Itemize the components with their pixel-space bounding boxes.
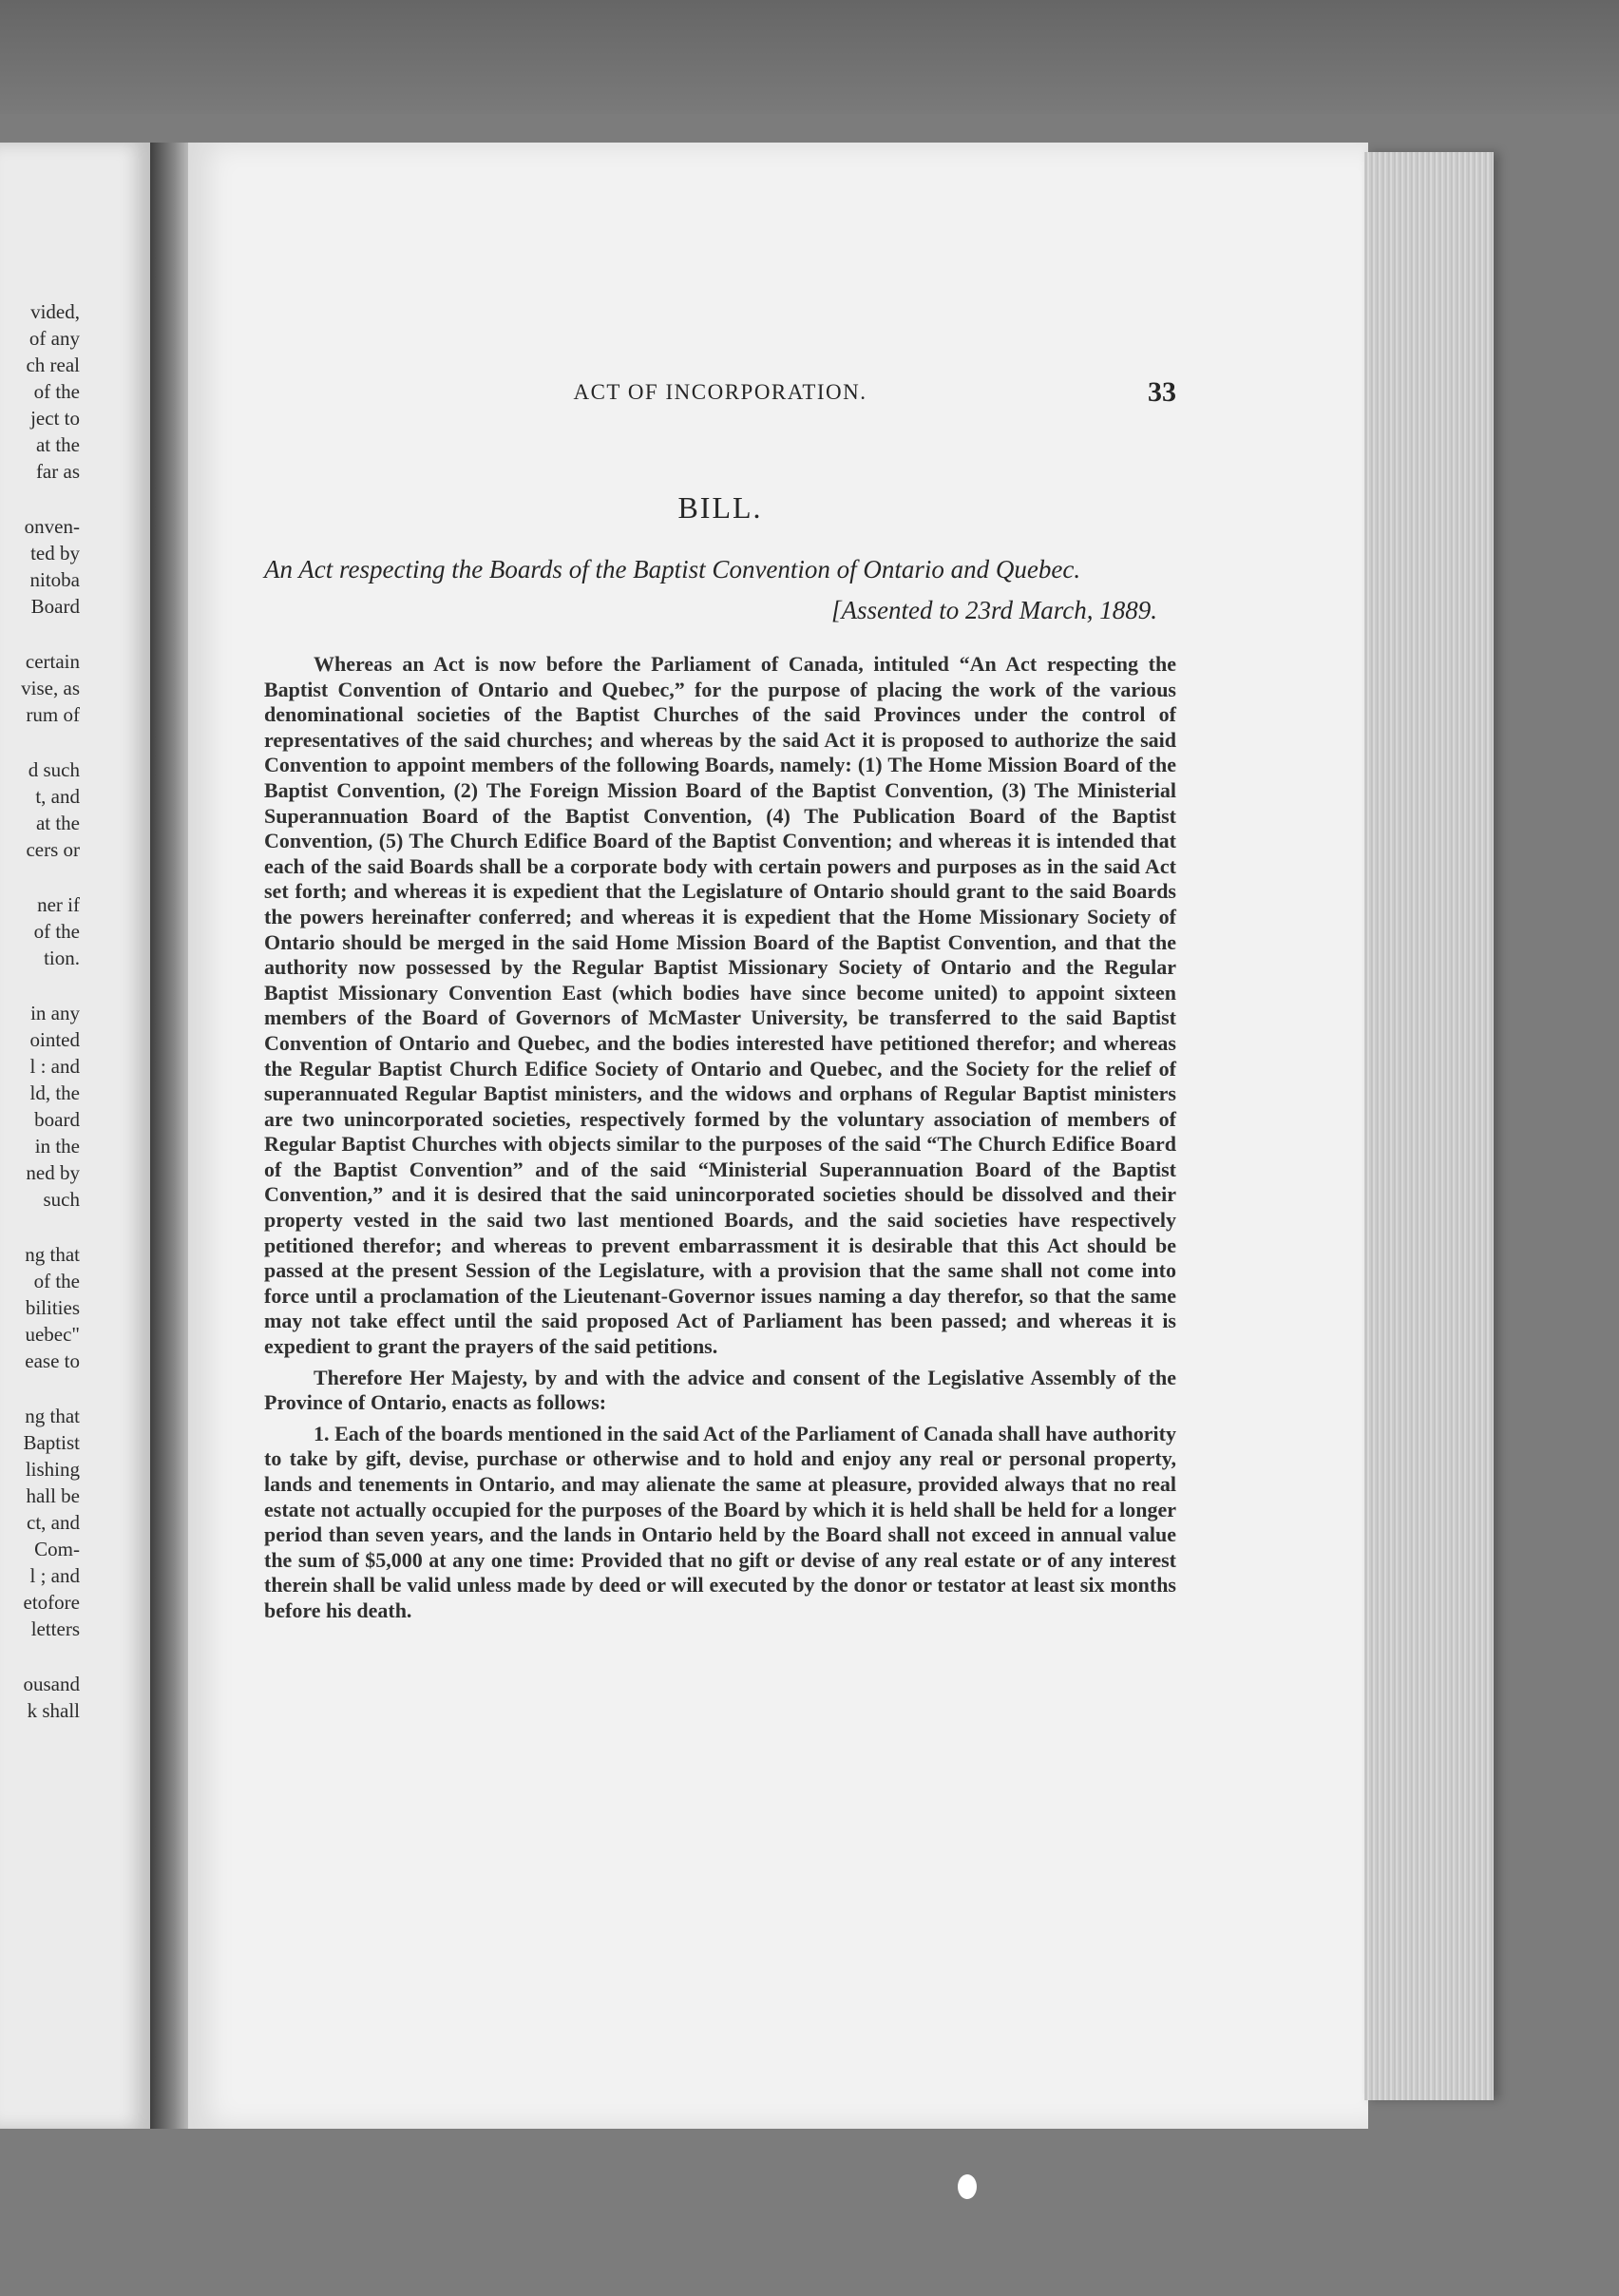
main-page	[188, 143, 1368, 2129]
left-page-fragment: vided,	[30, 300, 80, 323]
left-page-fragment: of the	[33, 380, 80, 403]
left-page-fragment: Com-	[34, 1538, 80, 1560]
left-page-fragment: certain	[25, 650, 80, 673]
left-page-fragment: ld, the	[29, 1081, 80, 1104]
left-page-fragment: ng that	[25, 1243, 80, 1266]
left-page-fragment: bilities	[25, 1296, 80, 1319]
page-edges	[1364, 152, 1494, 2100]
left-page-fragment: l : and	[29, 1055, 80, 1078]
left-page-fragment: ted by	[30, 542, 80, 564]
left-page-fragment: Board	[30, 595, 80, 618]
scan-speck	[958, 2174, 977, 2199]
section-1-paragraph: 1. Each of the boards mentioned in the said Act of the Parliament of Canada shall have authority to take by gift, devise, purchase or otherwise and to hold and enjoy any real or personal property, lands and tenements in Ontario, and may alienate the same at pleasure, provided always that no real estate not actually occupied for the purposes of the Board by which it is held shall be held for a longer period than seven years, and the lands in Ontario held by the Board shall not exceed in annual value the sum of $5,000 at any one time: Provided that no gift or devise of any real estate or of any interest therein shall be valid unless made by deed or will executed by the donor or testator at least six months before his death.	[264, 1421, 1176, 1622]
left-page-fragment: at the	[35, 812, 80, 834]
left-page-fragment: of the	[33, 920, 80, 943]
left-page-fragment: ng that	[25, 1405, 80, 1427]
left-page-fragment: d such	[28, 758, 80, 781]
left-page-fragment: t, and	[35, 785, 80, 808]
left-page-fragment: etofore	[23, 1591, 80, 1614]
left-page-fragment: uebec"	[25, 1323, 80, 1346]
left-page-fragment: lishing	[25, 1458, 80, 1481]
scan-background-top	[0, 0, 1619, 114]
left-page-fragment: of the	[33, 1270, 80, 1292]
running-title: ACT OF INCORPORATION.	[573, 380, 867, 404]
left-page-fragment: ner if	[37, 893, 80, 916]
left-page-fragment: such	[43, 1188, 80, 1211]
page-content	[264, 376, 1176, 1624]
left-page-fragment: ousand	[23, 1673, 80, 1695]
left-page-fragment: hall be	[26, 1484, 80, 1507]
page-number: 33	[1148, 376, 1176, 408]
left-page-fragment: onven-	[24, 515, 80, 538]
running-head	[264, 376, 1176, 414]
left-page-fragment: board	[34, 1108, 80, 1131]
left-page-fragment: of any	[29, 327, 80, 350]
left-page-fragment: vise, as	[21, 677, 80, 699]
left-page-fragment: tion.	[44, 947, 80, 969]
book-gutter	[150, 143, 192, 2129]
left-page-fragment: ject to	[30, 407, 80, 430]
left-page-fragment: nitoba	[29, 568, 80, 591]
preamble-paragraph: Whereas an Act is now before the Parliament of Canada, intituled “An Act respecting the Baptist Convention of Ontario and Quebec,” for the purpose of placing the work of the various denominational societies of the Baptist Churches of the said Provinces under the control of representatives of the said churches; and whereas by the said Act it is proposed to authorize the said Convention to appoint members of the following Boards, namely: (1) The Home Mission Board of the Baptist Convention, (2) The Foreign Mission Board of the Baptist Convention, (3) The Ministerial Superannuation Board of the Baptist Convention, (4) The Publication Board of the Baptist Convention, (5) The Church Edifice Board of the Baptist Convention; and whereas it is intended that each of the said Boards shall be a corporate body with certain powers and purposes as in the said Act set forth; and whereas it is expedient that the Legislature of Ontario should grant to the said Boards the powers hereinafter conferred; and whereas it is expedient that the Home Missionary Society of Ontario should be merged in the said Home Mission Board of the Baptist Convention, and that the authority now possessed by the Regular Baptist Missionary Society of Ontario and the Regular Baptist Missionary Convention East (which bodies have since become united) to appoint sixteen members of the Board of Governors of McMaster University, be transferred to the said Baptist Convention of Ontario and Quebec, and the bodies interested have petitioned therefor; and whereas the Regular Baptist Church Edifice Society of Ontario and Quebec, and the Society for the relief of superannuated Regular Baptist ministers, and the widows and orphans of Regular Baptist ministers are two unincorporated societies, respectively formed by the voluntary association of members of Regular Baptist Churches with objects similar to the purposes of the said “The Church Edifice Board of the Baptist Convention” and of the said “Ministerial Superannuation Board of the Baptist Convention,” and it is desired that the said unincorporated societies should be dissolved and their property vested in the said two last mentioned Boards, and the said societies have respectively petitioned therefor; and whereas to prevent embarrassment it is desirable that this Act should be passed at the present Session of the Legislature, with a provision that the same shall not come into force until a proclamation of the Lieutenant-Governor issues naming a day therefor, so that the same may not take effect until the said proposed Act of Parliament has been passed; and whereas it is expedient to grant the prayers of the said petitions.	[264, 652, 1176, 1359]
left-page-fragment: ned by	[26, 1161, 80, 1184]
left-facing-page	[0, 143, 150, 2129]
bill-body	[264, 652, 1176, 1624]
act-title: An Act respecting the Boards of the Baptist Convention of Ontario and Quebec.	[264, 555, 1081, 584]
left-page-fragment: ease to	[25, 1349, 80, 1372]
left-page-fragment: letters	[30, 1617, 80, 1640]
left-page-fragment: k shall	[27, 1699, 80, 1722]
left-page-fragment: Baptist	[23, 1431, 80, 1454]
bill-heading: BILL.	[677, 490, 763, 525]
enacting-clause: Therefore Her Majesty, by and with the advice and consent of the Legislative Assembly of the Province of Ontario, enacts as follows:	[264, 1365, 1176, 1415]
left-page-fragment: at the	[35, 433, 80, 456]
left-page-fragment: cers or	[26, 838, 80, 861]
left-page-fragment: rum of	[26, 703, 80, 726]
left-page-fragment: far as	[35, 460, 80, 483]
assent-date: [Assented to 23rd March, 1889.	[831, 596, 1157, 624]
left-page-fragment: in any	[30, 1002, 80, 1024]
left-page-fragment: ointed	[29, 1028, 80, 1051]
left-page-fragment: ch real	[26, 354, 80, 376]
left-page-fragment: in the	[34, 1135, 80, 1158]
left-page-fragment: l ; and	[29, 1564, 80, 1587]
left-page-fragment: ct, and	[27, 1511, 80, 1534]
